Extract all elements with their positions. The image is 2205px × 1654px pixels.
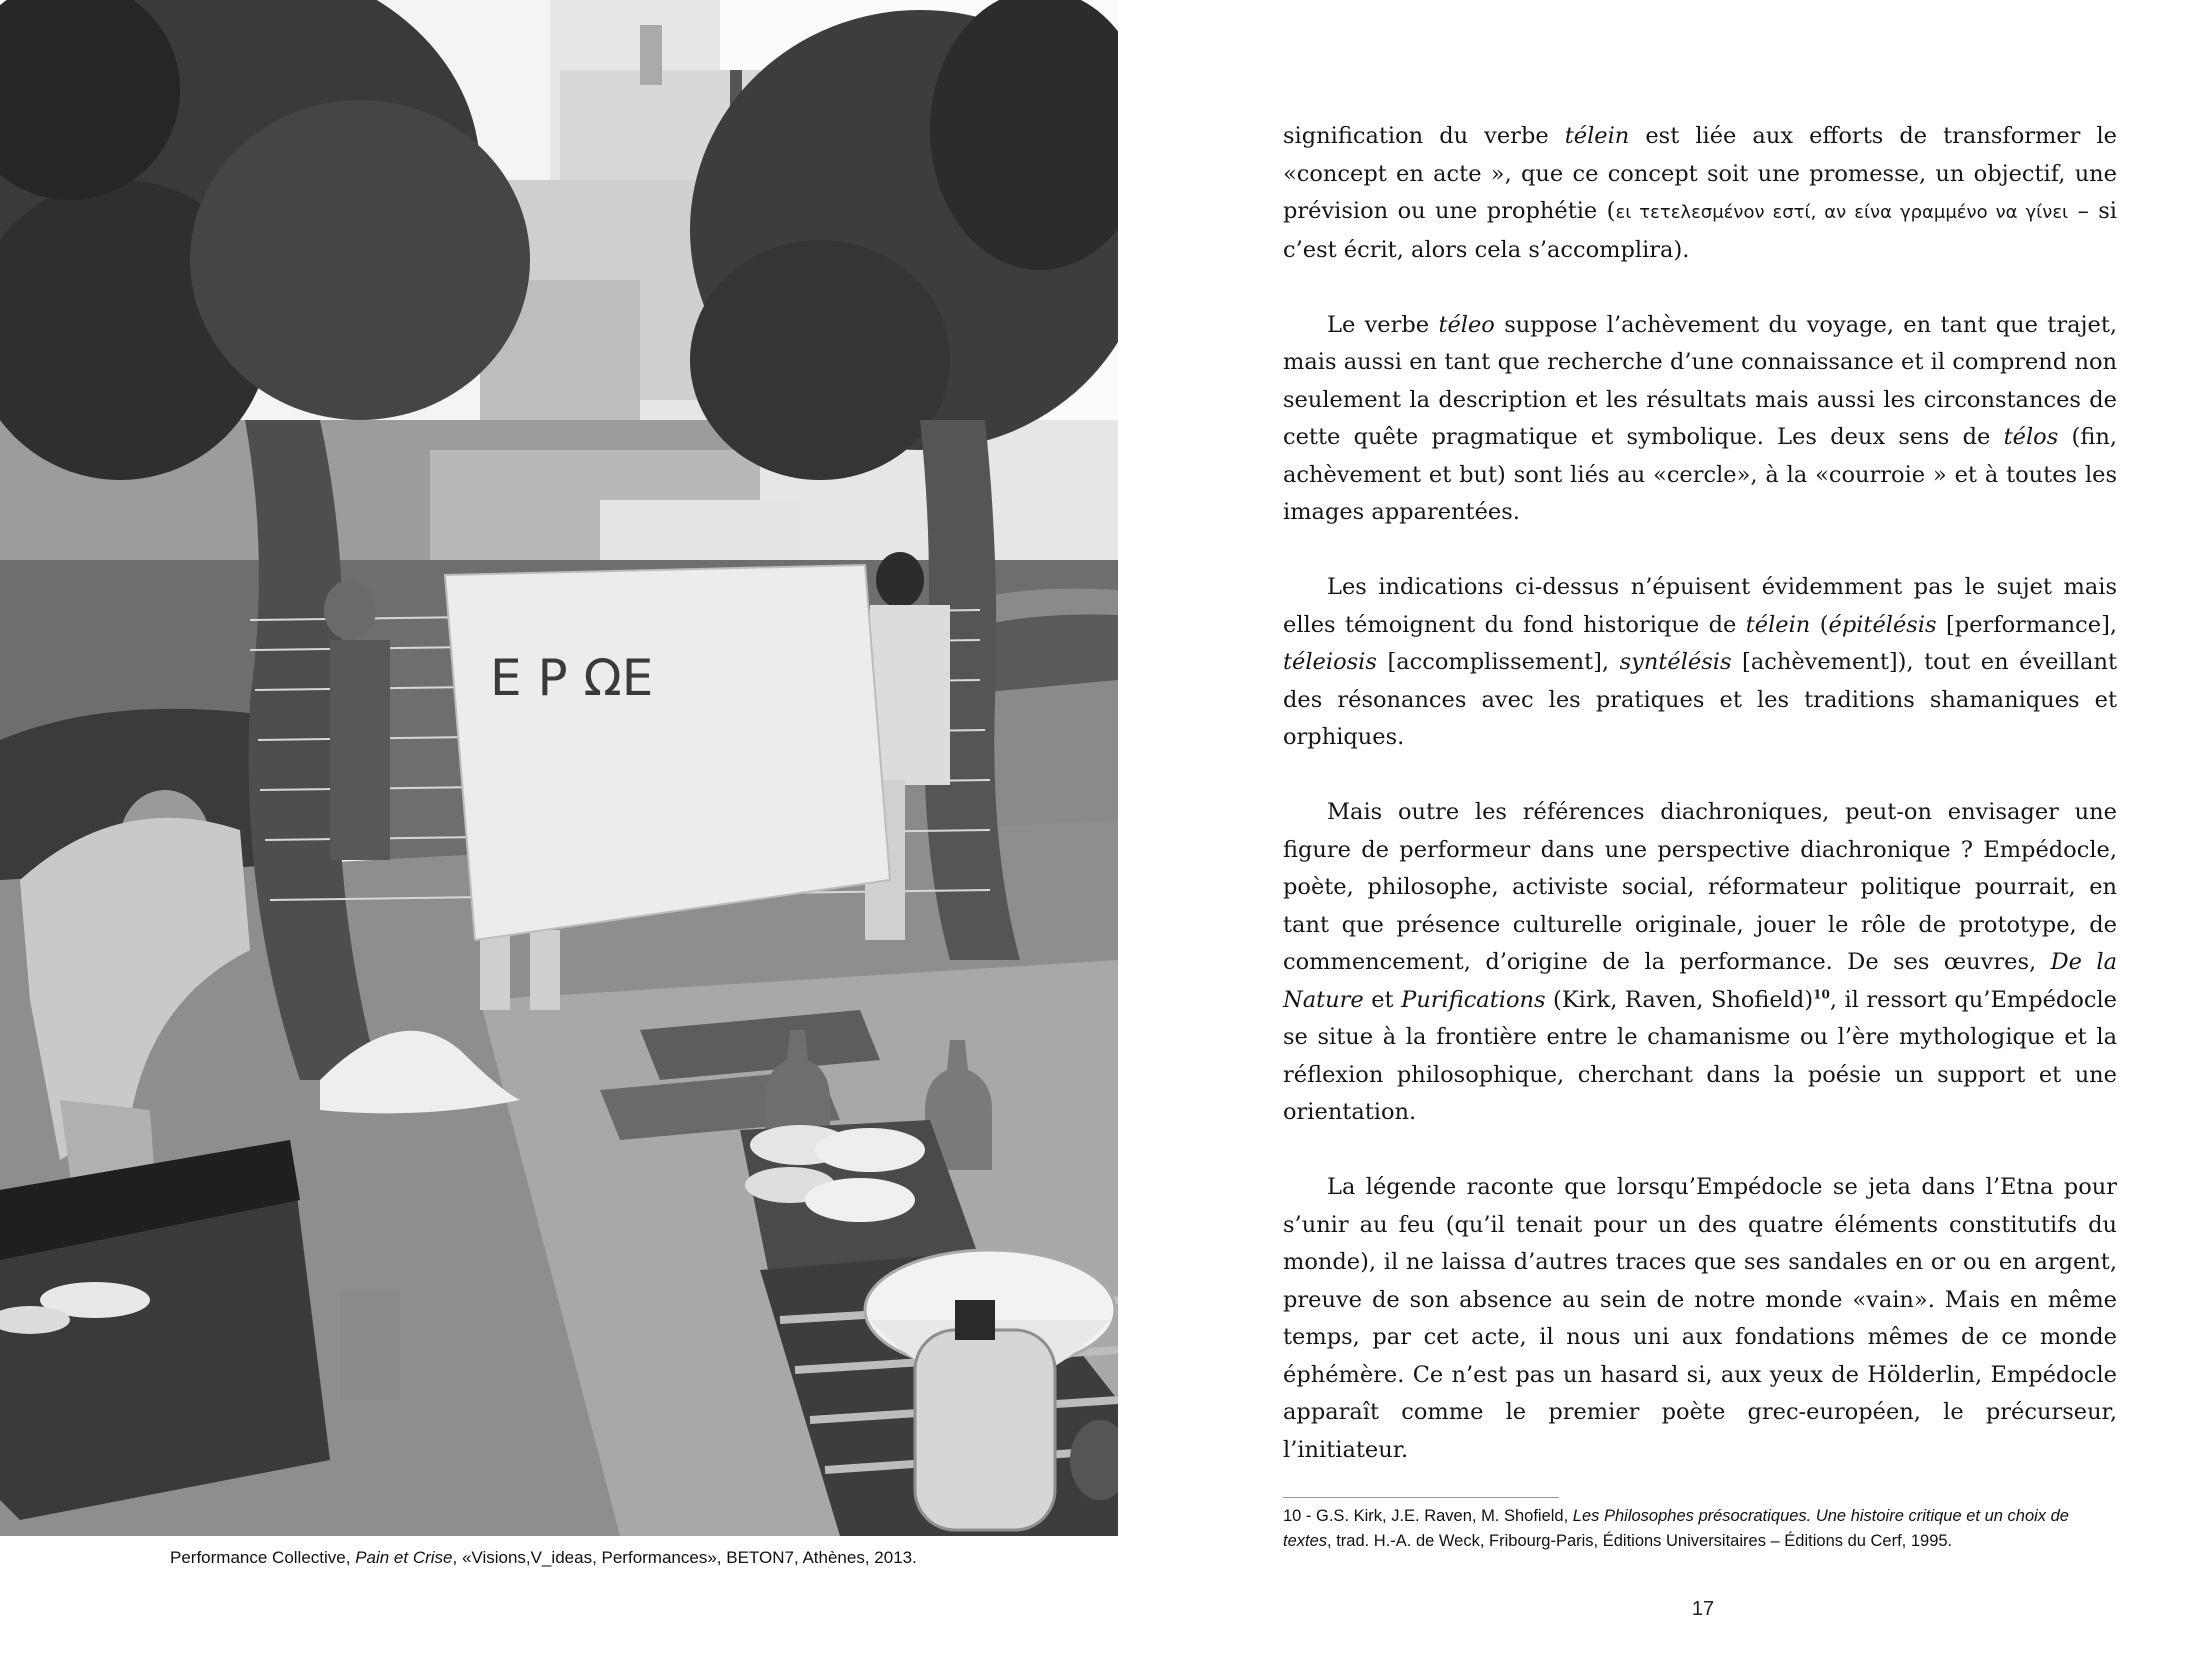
paragraph-5: La légende raconte que lorsqu’Empédocle se jeta dans l’Etna pour s’unir au feu (qu’il tenait pour un des quatre éléments constitutifs du monde), il ne laissa d’autres traces que ses sandales en or ou en argent, preuve de son absence au sein de notre monde «vain». Mais en même temps, par cet acte, il nous uni aux fondations mêmes de ce monde éphémère. Ce n’est pas un hasard si, aux yeux de Hölderlin, Empédocle apparaît comme le premier poète grec-européen, le précurseur, l’initiateur.	[1283, 1174, 2117, 1463]
sheet-lettering: Ε Ρ ΩΕ	[490, 649, 654, 707]
performance-photo	[0, 0, 1118, 1536]
footnote-divider	[1283, 1497, 1559, 1498]
photo-caption: Performance Collective, Pain et Crise, «Visions,V_ideas, Performances», BETON7, Athènes, 2013.	[170, 1548, 917, 1567]
page-number: 17	[1691, 1598, 1715, 1620]
paragraph-3: Les indications ci-dessus n’épuisent évidemment pas le sujet mais elles témoignent du fond historique de télein (épitélésis [performance], téleiosis [accomplissement], syntélésis [achèvement]), tout en éveillant des résonances avec les pratiques et les traditions shamaniques et orphiques.	[1283, 574, 2117, 750]
paragraph-2: Le verbe téleo suppose l’achèvement du voyage, en tant que trajet, mais aussi en tant que recherche d’une connaissance et il comprend non seulement la description et les résultats mais aussi les circonstances de cette quête pragmatique et symbolique. Les deux sens de télos (fin, achèvement et but) sont liés au «cercle», à la «courroie » et à toutes les images apparentées.	[1283, 311, 2118, 525]
paragraph-1: signification du verbe télein est liée aux efforts de transformer le «concept en acte », que ce concept soit une promesse, un objectif, une prévision ou une prophétie (ει τετελεσμένον εστί, αν είνα γραμμένο να γίνει – si c’est écrit, alors cela s’accomplira).	[1283, 123, 2118, 263]
footnote-reference[interactable]: 10	[1813, 987, 1830, 1001]
footnote-10: 10 - G.S. Kirk, J.E. Raven, M. Shofield, Les Philosophes présocratiques. Une histoire critique et un choix de textes, trad. H.-A. de Weck, Fribourg-Paris, Éditions Universitaires – Éditions du Cerf, 1995.	[1283, 1507, 2069, 1550]
caption-title: Pain et Crise	[355, 1548, 453, 1567]
greek-quote: ει τετελεσμένον εστί, αν είνα γραμμένο να γίνει	[1615, 202, 2069, 223]
paragraph-4: Mais outre les références diachroniques, peut-on envisager une figure de performeur dans une perspective diachronique ? Empédocle, poète, philosophe, activiste social, réformateur politique pourrait, en tant que présence culturelle originale, jouer le rôle de prototype, de commencement, d’origine de la performance. De ses œuvres, De la Nature et Purifications (Kirk, Raven, Shofield)$^{10}$, il ressort qu’Empédocle se situe à la frontière entre le chamanisme ou l’ère mythologique et la réflexion philosophique, cherchant dans la poésie un support et une orientation.	[1283, 799, 2117, 1125]
body-text	[1283, 118, 2117, 1507]
